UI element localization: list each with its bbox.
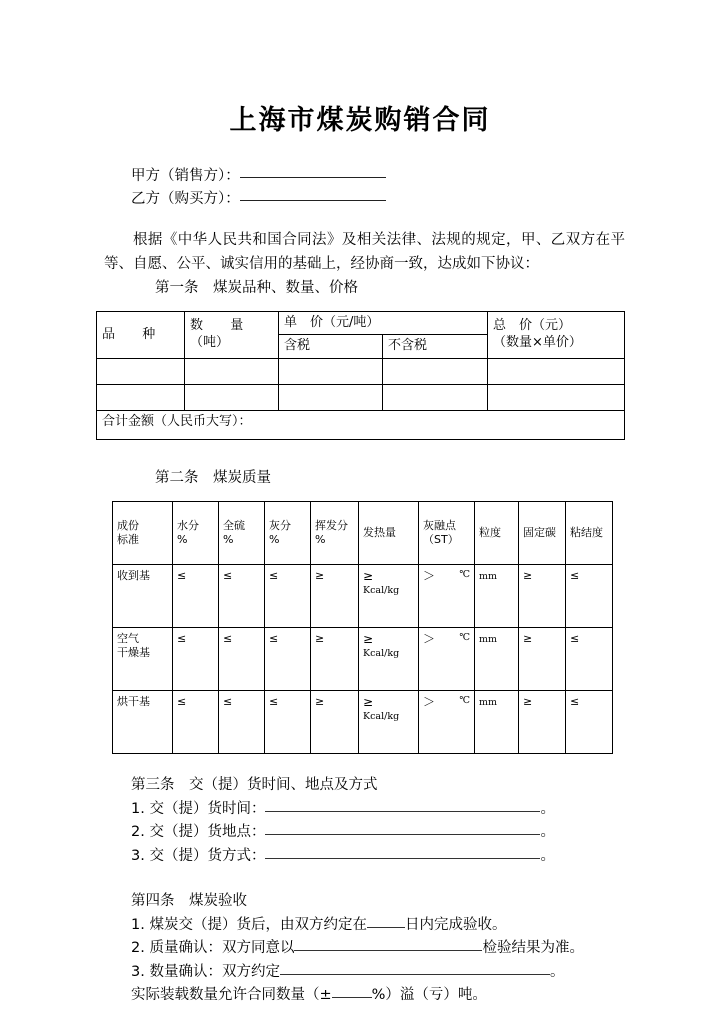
seller-party-label: 甲方（销售方）： [131,167,240,184]
buyer-party-label: 乙方（购买方）： [131,191,240,208]
qcell-moisture-3[interactable]: ≤ [173,691,219,754]
cell-price-with-tax-2[interactable] [279,385,383,411]
clause3-item-2-label: 交（提）货地点： [149,824,266,841]
clause1-table-wrap [0,311,720,440]
total-amount-row[interactable] [97,411,625,440]
clause3-item-1-tail: 。 [540,800,555,817]
qheader-grain-size: 粒度 [475,502,519,565]
cell-variety-2[interactable] [97,385,185,411]
quality-table [112,501,613,754]
clause3-item-3-tail: 。 [540,847,555,864]
qheader-calorific: 发热量 [359,502,419,565]
qheader-moisture: 水分 % [173,502,219,565]
clause4-item-3-pre: 3. 数量确认：双方约定 [131,963,280,980]
cell-price-without-tax-1[interactable] [383,359,488,385]
qcell-fixed-carbon-2[interactable]: ≥ [519,628,566,691]
preamble-paragraph [0,228,720,276]
preamble-text: 根据《中华人民共和国合同法》及相关法律、法规的规定，甲、乙双方在平等、自愿、公平、诚实信用的基础上，经协商一致，达成如下协议： [104,231,625,272]
clause3-item-1-blank[interactable] [265,800,540,812]
cell-variety-1[interactable] [97,359,185,385]
clause3-item-1-label: 交（提）货时间： [149,800,266,817]
cell-quantity-1[interactable] [185,359,279,385]
clause4-item-2-pre: 2. 质量确认：双方同意以 [131,940,295,957]
buyer-party-line [131,188,720,211]
clause4-item-2 [131,937,640,960]
header-total-price-formula: （数量×单价） [493,334,582,350]
cell-price-with-tax-1[interactable] [279,359,383,385]
header-quantity-unit: （吨） [190,334,230,350]
clause3-block [0,774,720,868]
clause1-heading: 第一条 煤炭品种、数量、价格 [155,279,358,296]
clause4-quantity-blank[interactable] [280,963,550,975]
price-table [96,311,625,440]
qrow-label-air-dried: 空气 干燥基 [113,628,173,691]
qcell-ash-1[interactable]: ≤ [265,565,311,628]
qcell-ash-fusion-3[interactable]: ＞ ℃ [419,691,475,754]
header-variety: 品 种 [97,311,185,358]
qcell-grain-size-1[interactable]: mm [475,565,519,628]
qcell-ash-fusion-1[interactable]: ＞ ℃ [419,565,475,628]
clause3-item-1 [131,798,640,821]
qcell-fixed-carbon-3[interactable]: ≥ [519,691,566,754]
clause3-item-3-num: 3. [131,847,145,864]
qcell-caking-3[interactable]: ≤ [566,691,613,754]
qheader-standard: 成份 标准 [113,502,173,565]
qcell-sulfur-2[interactable]: ≤ [219,628,265,691]
qcell-caking-2[interactable]: ≤ [566,628,613,691]
qheader-caking: 粘结度 [566,502,613,565]
qheader-total-sulfur: 全硫 % [219,502,265,565]
clause4-item-2-post: 检验结果为准。 [482,940,584,957]
clause2-table-wrap [0,501,720,754]
clause3-item-3-blank[interactable] [265,847,540,859]
qcell-grain-size-3[interactable]: mm [475,691,519,754]
clause3-item-1-num: 1. [131,800,145,817]
clause3-item-2-tail: 。 [540,824,555,841]
qheader-ash-fusion: 灰融点 （ST） [419,502,475,565]
qcell-fixed-carbon-1[interactable]: ≥ [519,565,566,628]
qheader-volatile: 挥发分 % [311,502,359,565]
clause4-quality-blank[interactable] [294,939,482,951]
clause3-item-3 [131,845,640,868]
qcell-calorific-1[interactable]: ≥ Kcal/kg [359,565,419,628]
price-table-header-row [97,311,625,335]
clause4-heading: 第四条 煤炭验收 [131,893,247,910]
clause4-item-1-post: 日内完成验收。 [404,916,507,933]
qcell-volatile-1[interactable]: ≥ [311,565,359,628]
qheader-fixed-carbon: 固定碳 [519,502,566,565]
quality-table-header-row [113,502,613,565]
header-total-price: 总 价（元） （数量×单价） [488,311,625,358]
clause4-block [0,890,720,1007]
clause4-item-3-post: 。 [549,963,565,980]
qrow-label-as-received: 收到基 [113,565,173,628]
table-row[interactable] [97,385,625,411]
qcell-grain-size-2[interactable]: mm [475,628,519,691]
clause4-item-3 [131,961,640,984]
clause3-item-2-blank[interactable] [265,823,540,835]
qcell-sulfur-1[interactable]: ≤ [219,565,265,628]
clause4-item-4 [131,984,640,1007]
clause2-heading: 第二条 煤炭质量 [155,470,271,487]
clause4-item-1 [131,914,640,937]
qcell-volatile-3[interactable]: ≥ [311,691,359,754]
clause3-item-2-num: 2. [131,824,145,841]
parties-block [0,165,720,212]
total-amount-label[interactable]: 合计金额（人民币大写）： [97,411,625,440]
clause4-item-1-pre: 1. 煤炭交（提）货后，由双方约定在 [131,916,367,933]
seller-party-blank[interactable] [240,165,386,178]
table-row[interactable] [97,359,625,385]
clause3-item-3-label: 交（提）货方式： [149,847,266,864]
header-with-tax: 含税 [279,335,383,359]
qheader-ash: 灰分 % [265,502,311,565]
qcell-sulfur-3[interactable]: ≤ [219,691,265,754]
header-quantity: 数 量 （吨） [185,311,279,358]
clause3-heading: 第三条 交（提）货时间、地点及方式 [131,777,378,794]
seller-party-line [131,165,720,188]
header-unit-price: 单 价（元/吨） [279,311,488,335]
clause4-item-4-pre: 实际装载数量允许合同数量（± [131,987,332,1004]
header-without-tax: 不含税 [383,335,488,359]
buyer-party-blank[interactable] [240,188,386,201]
qcell-caking-1[interactable]: ≤ [566,565,613,628]
table-row[interactable] [113,628,613,691]
clause4-tolerance-blank[interactable] [332,986,372,998]
qcell-moisture-1[interactable]: ≤ [173,565,219,628]
qcell-volatile-2[interactable]: ≥ [311,628,359,691]
qcell-ash-3[interactable]: ≤ [265,691,311,754]
qcell-moisture-2[interactable]: ≤ [173,628,219,691]
cell-total-1[interactable] [488,359,625,385]
qcell-ash-fusion-2[interactable]: ＞ ℃ [419,628,475,691]
clause3-item-2 [131,821,640,844]
cell-price-without-tax-2[interactable] [383,385,488,411]
qcell-calorific-3[interactable]: ≥ Kcal/kg [359,691,419,754]
qcell-calorific-2[interactable]: ≥ Kcal/kg [359,628,419,691]
qcell-ash-2[interactable]: ≤ [265,628,311,691]
table-row[interactable] [113,691,613,754]
qrow-label-dry-basis: 烘干基 [113,691,173,754]
cell-quantity-2[interactable] [185,385,279,411]
page-title: 上海市煤炭购销合同 [229,105,491,136]
clause4-acceptance-days-blank[interactable] [367,916,405,928]
cell-total-2[interactable] [488,385,625,411]
table-row[interactable] [113,565,613,628]
clause4-item-4-mid: %）溢（亏）吨。 [371,987,487,1004]
